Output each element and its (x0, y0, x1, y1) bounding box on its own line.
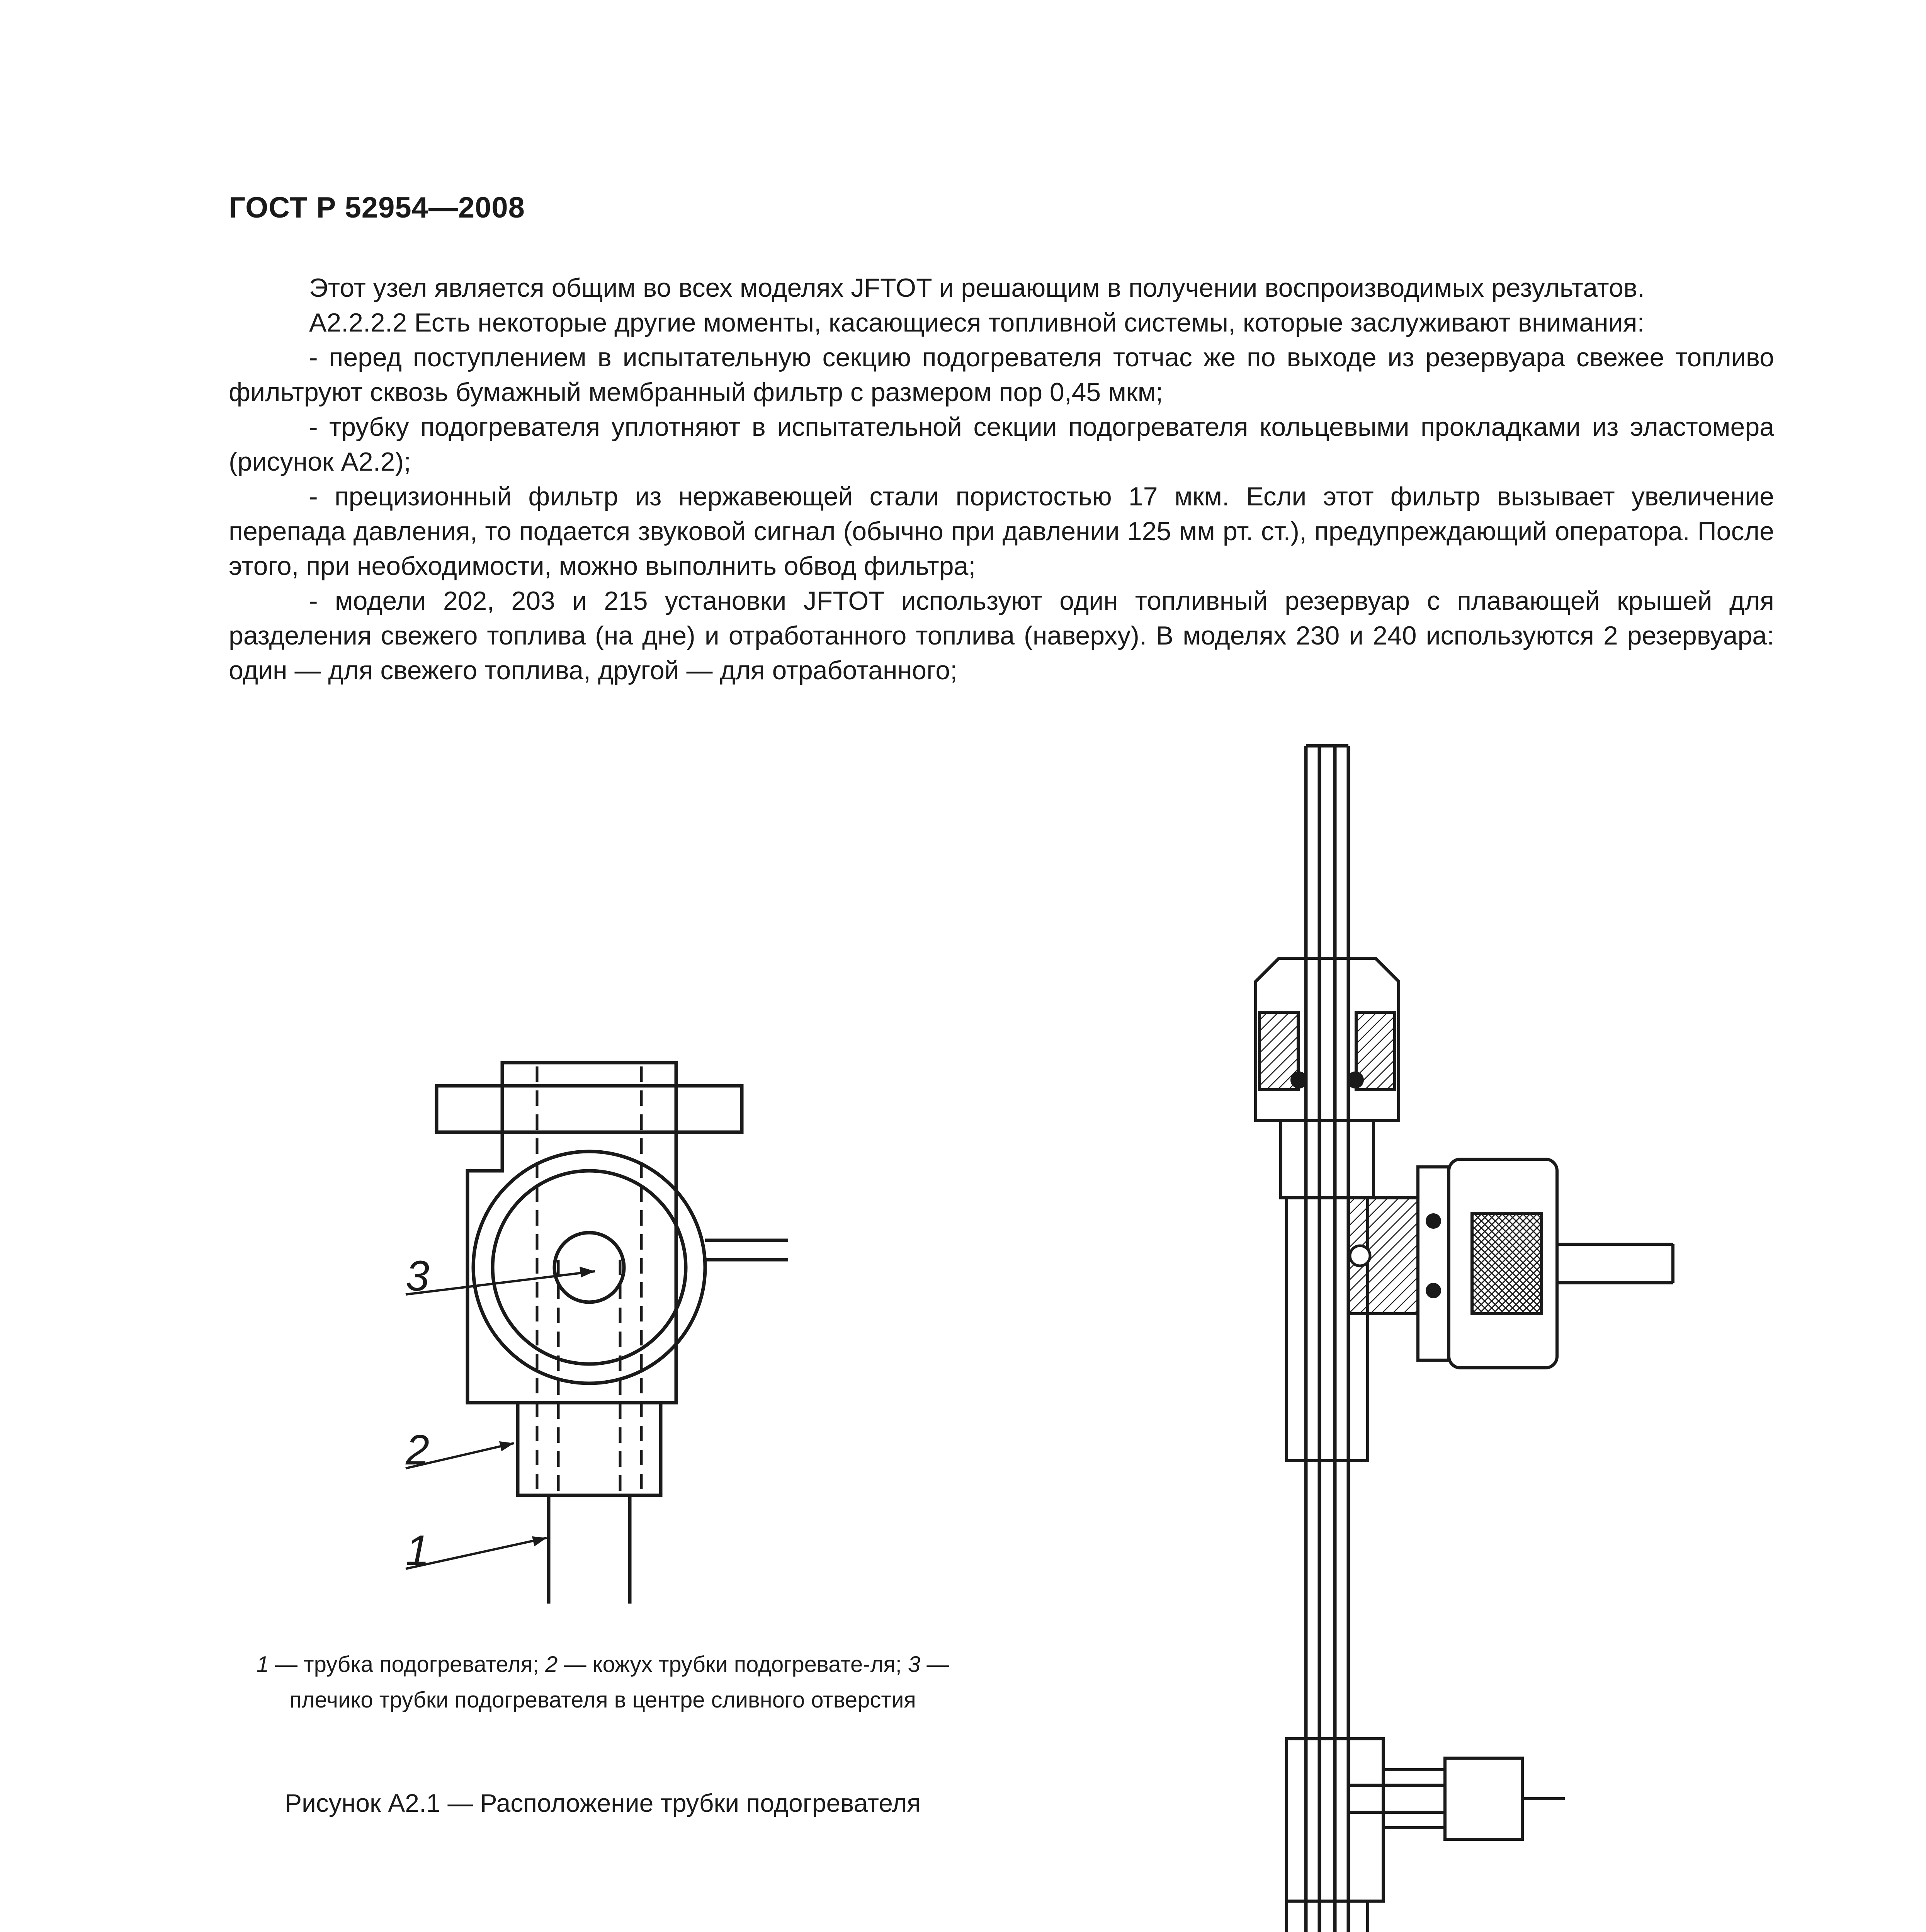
paragraph: Этот узел является общим во всех моделях JFTOT и решающим в получении воспроизводимых результатов. (309, 273, 1645, 303)
paragraph: - трубку подогревателя уплотняют в испытательной секции подогревателя кольцевыми прокладками из эластомера (рисунок А2.2); (229, 412, 1774, 476)
figure-a2-1-caption: Рисунок А2.1 — Расположение трубки подогревателя (284, 1789, 921, 1817)
callout-label-2: 2 (406, 1426, 430, 1474)
paragraph: А2.2.2.2 Есть некоторые другие моменты, касающиеся топливной системы, которые заслуживают внимания: (309, 308, 1645, 337)
document-header: ГОСТ Р 52954—2008 (229, 191, 525, 224)
paragraph: - прецизионный фильтр из нержавеющей стали пористостью 17 мкм. Если этот фильтр вызывает увеличение перепада давления, то подается звуковой сигнал (обычно при давлении 125 мм рт. ст.), предупреждающий оператора. После этого, при необходимости, можно выполнить обвод фильтра; (229, 482, 1774, 581)
legend-text: — плечико трубки подогревателя в центре сливного отверстия (289, 1652, 949, 1713)
body-text (229, 270, 1774, 688)
heater-tube-assembly-drawing (1217, 734, 1719, 1932)
heater-tube-placement-drawing (348, 1043, 850, 1623)
legend-number: 3 (908, 1652, 921, 1677)
legend-text: — кожух трубки подогревате-ля; (558, 1652, 908, 1677)
paragraph: - модели 202, 203 и 215 установки JFTOT используют один топливный резервуар с плавающей крышей для разделения свежего топлива (на дне) и отработанного топлива (наверху). В моделях 230 и 240 используются 2 резервуара: один — для свежего топлива, другой — для отработанного; (229, 586, 1774, 685)
legend-text: — трубка подогревателя; (269, 1652, 546, 1677)
paragraph: - перед поступлением в испытательную секцию подогревателя тотчас же по выходе из резервуара свежее топливо фильтруют сквозь бумажный мембранный фильтр с размером пор 0,45 мкм; (229, 343, 1774, 407)
legend-number: 1 (256, 1652, 269, 1677)
figure-a2-1-drawing (348, 1043, 850, 1623)
callout-label-3: 3 (406, 1252, 430, 1300)
figure-a2-1-legend (232, 1647, 974, 1718)
figure-a2-2-drawing (1217, 734, 1719, 1932)
legend-number: 2 (545, 1652, 558, 1677)
callout-label-1: 1 (406, 1527, 430, 1574)
